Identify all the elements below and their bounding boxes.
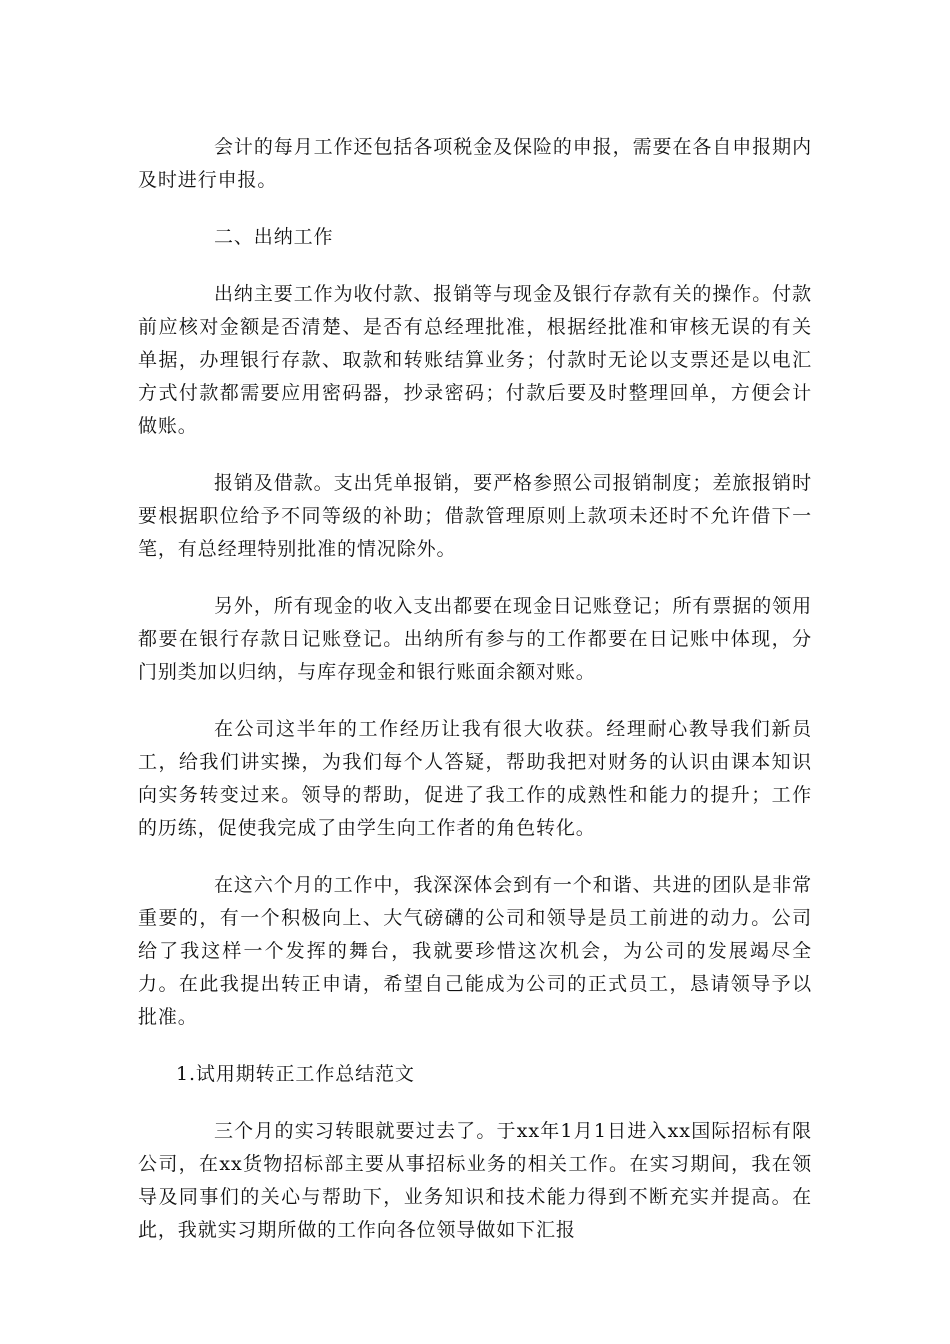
- paragraph-cashier-duties: 出纳主要工作为收付款、报销等与现金及银行存款有关的操作。付款前应核对金额是否清楚、是否有总经理批准，根据经批准和审核无误的有关单据，办理银行存款、取款和转账结算业务；付款时无论以支票还是以电汇方式付款都需要应用密码器，抄录密码；付款后要及时整理回单，方便会计做账。: [138, 283, 812, 437]
- paragraph-experience: 在公司这半年的工作经历让我有很大收获。经理耐心教导我们新员工，给我们讲实操，为我们每个人答疑，帮助我把对财务的认识由课本知识向实务转变过来。领导的帮助，促进了我工作的成熟性和能力的提升；工作的历练，促使我完成了由学生向工作者的角色转化。: [138, 718, 812, 839]
- paragraph-tax-declaration: 会计的每月工作还包括各项税金及保险的申报，需要在各自申报期内及时进行申报。: [138, 136, 812, 191]
- paragraph-internship: 三个月的实习转眼就要过去了。于xx年1月1日进入xx国际招标有限公司，在xx货物招标部主要从事招标业务的相关工作。在实习期间，我在领导及同事们的关心与帮助下，业务知识和技术能力得到不断充实并提高。在此，我就实习期所做的工作向各位领导做如下汇报: [138, 1120, 812, 1241]
- document-body: [138, 131, 812, 1271]
- paragraph-reimbursement: 报销及借款。支出凭单报销，要严格参照公司报销制度；差旅报销时要根据职位给予不同等级的补助；借款管理原则上款项未还时不允许借下一笔，有总经理特别批准的情况除外。: [138, 472, 812, 560]
- subheading-sample-summary: 1.试用期转正工作总结范文: [176, 1063, 415, 1085]
- section-heading-cashier: 二、出纳工作: [214, 226, 334, 248]
- paragraph-ledger: 另外，所有现金的收入支出都要在现金日记账登记；所有票据的领用都要在银行存款日记账登记。出纳所有参与的工作都要在日记账中体现，分门别类加以归纳，与库存现金和银行账面余额对账。: [138, 595, 812, 683]
- paragraph-team: 在这六个月的工作中，我深深体会到有一个和谐、共进的团队是非常重要的，有一个积极向上、大气磅礴的公司和领导是员工前进的动力。公司给了我这样一个发挥的舞台，我就要珍惜这次机会，为公司的发展竭尽全力。在此我提出转正申请，希望自己能成为公司的正式员工，恳请领导予以批准。: [138, 874, 812, 1028]
